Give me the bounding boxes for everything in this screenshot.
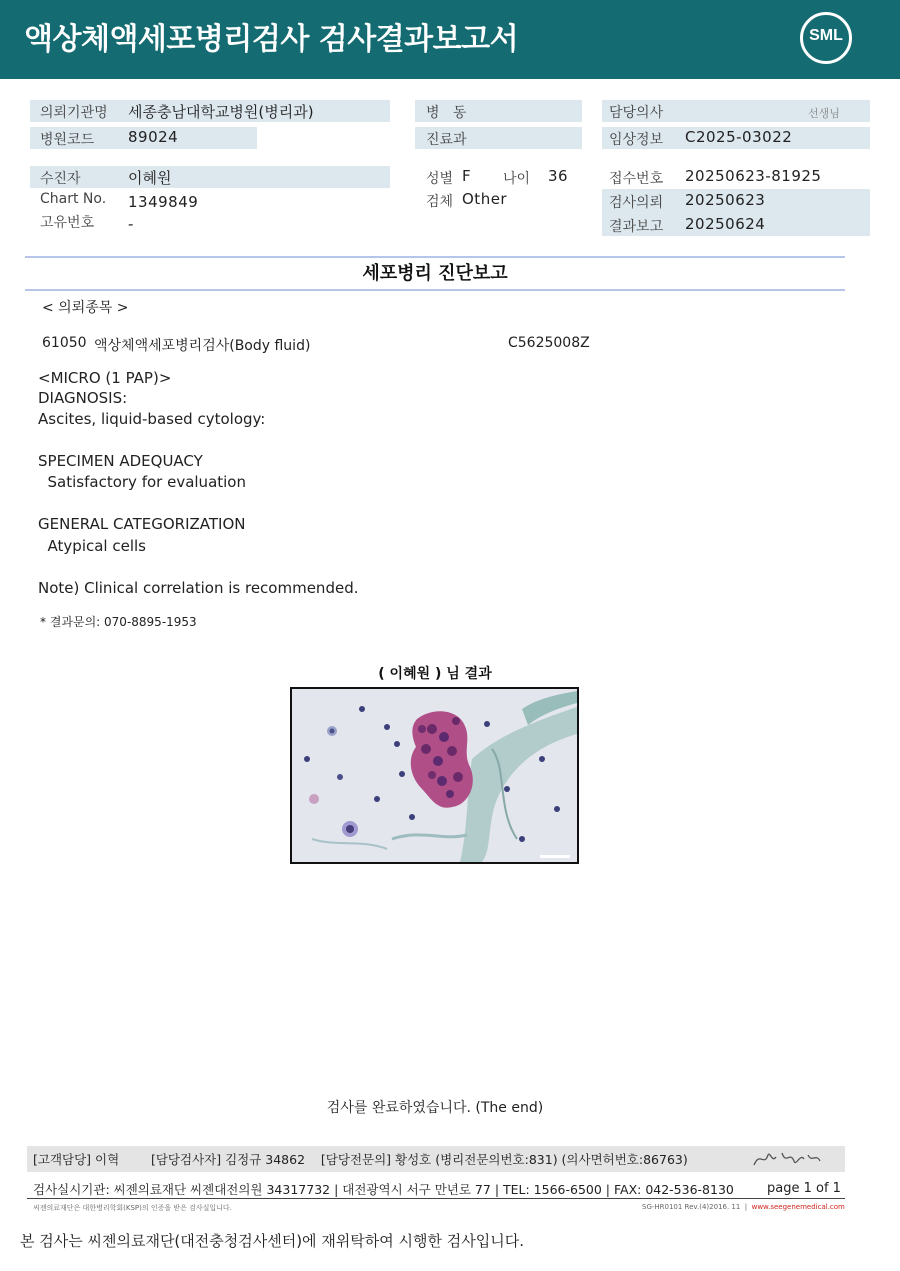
footer-certification: 씨젠의료재단은 대한병리학회(KSP)의 인증을 받은 검사실입니다. [33, 1204, 232, 1212]
request-value: 20250623 [685, 191, 766, 209]
order-code: 61050 [42, 335, 87, 351]
diagnosis-heading: DIAGNOSIS: [38, 389, 128, 407]
hospital-code-label: 병원코드 [40, 132, 95, 148]
note-text: Note) Clinical correlation is recommended. [38, 579, 359, 597]
sex-value: F [462, 167, 472, 185]
patient-value: 이혜원 [128, 169, 172, 187]
order-header: < 의뢰종목 > [42, 300, 129, 316]
adequacy-text: Satisfactory for evaluation [38, 473, 246, 491]
chart-label: Chart No. [40, 191, 107, 207]
clinical-label: 임상정보 [609, 132, 664, 148]
adequacy-heading: SPECIMEN ADEQUACY [38, 452, 203, 470]
cytology-micrograph [290, 687, 579, 864]
specimen-label: 검체 [426, 194, 454, 210]
section-title: 세포병리 진단보고 [362, 263, 508, 284]
receipt-label: 접수번호 [609, 171, 664, 187]
inquiry-text: * 결과문의: 070-8895-1953 [40, 615, 197, 629]
patient-bar [30, 166, 390, 188]
footer-institution-line: 검사실시기관: 씨젠의료재단 씨젠대전의원 34317732 | 대전광역시 서구 만년로 77 | TEL: 1566-6500 | FAX: 042-536-8130 [33, 1182, 734, 1197]
dept-label: 진료과 [426, 132, 467, 148]
chart-value: 1349849 [128, 193, 199, 211]
footer-rule [27, 1198, 845, 1199]
page-indicator: page 1 of 1 [767, 1181, 841, 1196]
report-date-label: 결과보고 [609, 219, 664, 235]
receipt-value: 20250623-81925 [685, 167, 822, 185]
age-label: 나이 [503, 171, 531, 187]
image-caption: ( 이혜원 ) 님 결과 [378, 666, 492, 682]
report-title: 액상체액세포병리검사 검사결과보고서 [24, 22, 519, 57]
doctor-label: 담당의사 [609, 105, 664, 121]
logo-text: SML [809, 27, 843, 44]
specimen-value: Other [462, 190, 508, 208]
sex-label: 성별 [426, 171, 454, 187]
order-id: C5625008Z [508, 335, 590, 351]
micro-line: <MICRO (1 PAP)> [38, 369, 172, 387]
age-value: 36 [548, 167, 569, 185]
unique-value: - [128, 215, 134, 233]
section-top-rule [25, 256, 845, 258]
diagnosis-text: Ascites, liquid-based cytology: [38, 410, 266, 428]
hospital-code-value: 89024 [128, 128, 179, 146]
footer-form-code [642, 1203, 845, 1211]
form-code: SG-HR0101 Rev.(4)2016. 11 | [642, 1203, 752, 1211]
outsourcing-note: 본 검사는 씨젠의료재단(대전충청검사센터)에 재위탁하여 시행한 검사입니다. [20, 1232, 524, 1250]
footer-staff-line: [고객담당] 이혁 [담당검사자] 김정규 34862 [담당전문의] 황성호 (병리전문의번호:831) (의사면허번호:86763) [33, 1152, 688, 1167]
signature-image [752, 1147, 822, 1171]
sml-logo [800, 12, 852, 64]
requester-label: 의뢰기관명 [40, 105, 108, 121]
order-name: 액상체액세포병리검사(Body fluid) [94, 338, 311, 354]
categorization-text: Atypical cells [38, 537, 146, 555]
section-bottom-rule [25, 289, 845, 291]
doctor-suffix: 선생님 [808, 107, 840, 120]
micrograph-svg [292, 689, 577, 862]
report-date-value: 20250624 [685, 215, 766, 233]
report-header [0, 0, 900, 79]
categorization-heading: GENERAL CATEGORIZATION [38, 515, 246, 533]
ward-label: 병 동 [426, 105, 467, 121]
unique-label: 고유번호 [40, 215, 95, 231]
clinical-value: C2025-03022 [685, 128, 793, 146]
requester-value: 세종충남대학교병원(병리과) [128, 103, 314, 121]
end-text: 검사를 완료하였습니다. (The end) [326, 1100, 544, 1116]
request-label: 검사의뢰 [609, 195, 664, 211]
website-link[interactable]: www.seegenemedical.com [751, 1203, 845, 1211]
patient-label: 수진자 [40, 171, 81, 187]
